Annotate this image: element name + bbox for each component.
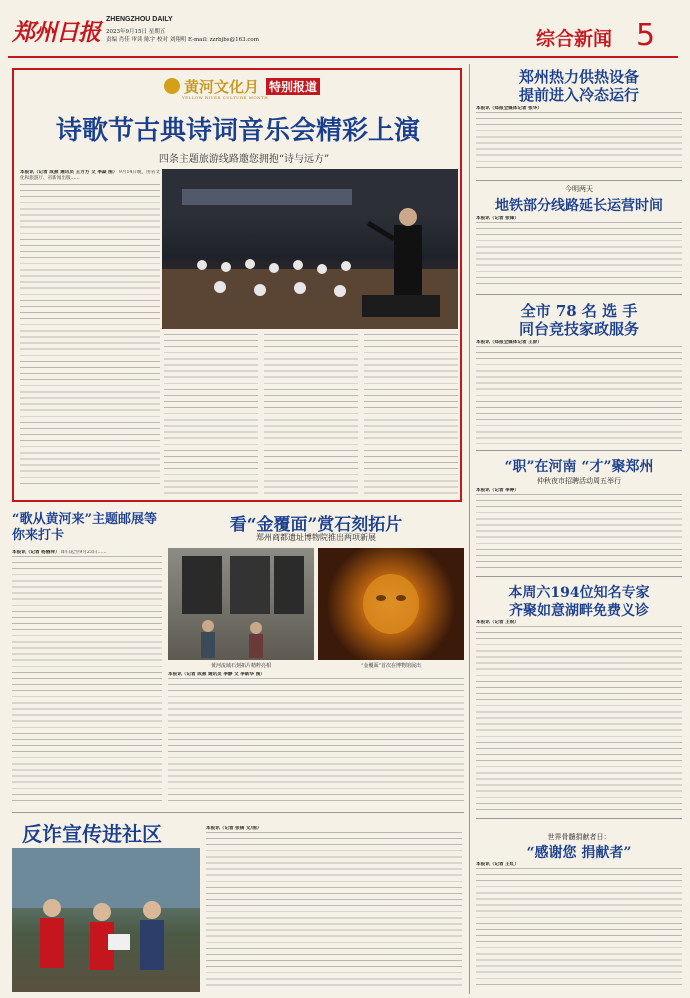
museum-exhibit-body-lines: [168, 678, 464, 804]
heating-article: [476, 64, 682, 178]
experts-title-1: 本周六194位知名专家: [508, 585, 650, 601]
anti-fraud-body: [206, 826, 462, 992]
marrow-title: “感谢您 捐献者”: [526, 845, 632, 861]
jobs-subhead: 仲秋夜市招聘活动周五举行: [537, 477, 621, 485]
metro-body-lines: [476, 222, 682, 284]
heating-body: [476, 106, 682, 176]
lead-body-col1: [20, 170, 160, 496]
divider-rule: [12, 812, 464, 813]
masthead-rule: [8, 56, 678, 58]
jobs-title: “职”在河南 “才”聚郑州: [504, 459, 654, 475]
heating-byline: 本报讯（郑报全媒体记者 张华）: [476, 106, 542, 111]
experts-article: [476, 580, 682, 816]
museum-exhibit-article: [168, 508, 464, 808]
museum-exhibit-byline: 本报讯（记者 成燕 通讯员 李静 文 李新华 图）: [168, 672, 265, 677]
divider-rule: [476, 818, 682, 819]
anti-fraud-byline: 本报讯（记者 张倩 文/图）: [206, 826, 262, 831]
jobs-body-lines: [476, 494, 682, 570]
section-title: 综合新闻: [536, 28, 613, 50]
marrow-body: [476, 862, 682, 992]
anti-fraud-body-lines: [206, 832, 462, 990]
stamp-exhibit-byline: 本报讯（记者 杨丽萍）: [12, 550, 60, 555]
marrow-article: [476, 822, 682, 994]
gold-mask-caption: “金覆面”首次在博物馆展出: [360, 663, 422, 669]
heating-body-lines: [476, 112, 682, 172]
museum-exhibit-subhead: 郑州商都遗址博物院推出两项新展: [256, 533, 376, 542]
jobs-article: [476, 454, 682, 574]
experts-byline: 本报讯（记者 王锐）: [476, 620, 519, 625]
metro-kicker: 今明两天: [565, 185, 593, 193]
culture-month-emblem-icon: [164, 78, 180, 94]
gold-mask-graphic: [318, 548, 464, 660]
rubbings-caption: 黄河流域石刻拓片精粹亮相: [210, 663, 271, 669]
marrow-kicker: 世界骨髓捐献者日：: [547, 833, 611, 841]
jobs-byline: 本报讯（记者 李婷）: [476, 488, 519, 493]
stamp-exhibit-body-lines: [12, 556, 162, 802]
banner-tag: 特别报道: [266, 78, 320, 95]
divider-rule: [476, 180, 682, 181]
housekeeping-body: [476, 340, 682, 446]
column-divider: [469, 64, 470, 994]
lead-body-start: 9月14日晚，由省文化和旅游厅、省新闻出版……: [20, 170, 160, 182]
marrow-byline: 本报讯（记者 王红）: [476, 862, 519, 867]
anti-fraud-title: 反诈宣传进社区: [22, 822, 162, 846]
masthead: [0, 0, 690, 62]
lead-byline: 本报讯（记者 成燕 通讯员 王方方 文 李焱 图）: [20, 170, 118, 175]
housekeeping-title-2: 同台竞技家政服务: [518, 320, 639, 338]
housekeeping-article: [476, 298, 682, 448]
museum-exhibit-body: [168, 672, 464, 806]
divider-rule: [476, 294, 682, 295]
experts-body-lines: [476, 626, 682, 812]
lead-body-col3: [264, 334, 358, 496]
anti-fraud-article: [12, 816, 464, 994]
lead-headline: 诗歌节古典诗词音乐会精彩上演: [55, 116, 420, 146]
anti-fraud-photo: [12, 848, 200, 992]
lead-subhead: 四条主题旅游线路邀您拥抱“诗与远方”: [158, 154, 330, 165]
museum-exhibit-title: 看“金覆面”赏石刻拓片: [229, 515, 403, 535]
marrow-body-lines: [476, 868, 682, 990]
gold-mask-photo: [318, 548, 464, 660]
anti-fraud-photo-graphic: [12, 848, 200, 992]
heating-title-2: 提前进入冷态运行: [518, 86, 639, 104]
banner-en: YELLOW RIVER CULTURE MONTH: [182, 95, 269, 100]
jobs-body: [476, 488, 682, 572]
housekeeping-byline: 本报讯（郑报全媒体记者 王辞）: [476, 340, 542, 345]
metro-byline: 本报讯（记者 张锋）: [476, 216, 519, 221]
page-number: 5: [636, 18, 656, 53]
logo: 郑州日报: [12, 19, 100, 46]
lead-body-text-lines: [20, 184, 160, 484]
heating-title-1: 郑州热力供热设备: [518, 68, 639, 86]
rubbings-photo-graphic: [168, 548, 314, 660]
stamp-exhibit-body: [12, 550, 162, 806]
concert-photo-graphic: [162, 169, 458, 329]
metro-title: 地铁部分线路延长运营时间: [495, 198, 663, 214]
metro-article: [476, 184, 682, 292]
stamp-exhibit-body-start: 即日起至9月23日……: [61, 550, 107, 555]
lead-body-col2: [164, 334, 258, 496]
masthead-date: 2023年9月15日 星期五: [106, 29, 166, 35]
concert-photo: [162, 169, 458, 329]
housekeeping-title-1: 全市 78 名 选 手: [520, 302, 638, 320]
experts-title-2: 齐聚如意湖畔免费义诊: [509, 603, 649, 619]
lead-story-box: [12, 68, 462, 502]
metro-body: [476, 216, 682, 288]
banner-title: 黄河文化月: [184, 78, 260, 96]
stamp-exhibit-article: [12, 508, 162, 808]
rubbings-photo: [168, 548, 314, 660]
housekeeping-body-lines: [476, 346, 682, 444]
lead-body-col4: [364, 334, 458, 496]
masthead-editors: 责编 肖佳 审读 陈宇 校对 刘翔明 E-mail: zzrbjbs@163.com: [106, 37, 259, 43]
divider-rule: [476, 576, 682, 577]
divider-rule: [476, 450, 682, 451]
stamp-exhibit-title: “歌从黄河来”主题邮展等你来打卡: [12, 512, 157, 543]
masthead-name-en: ZHENGZHOU DAILY: [106, 16, 173, 23]
experts-body: [476, 620, 682, 814]
